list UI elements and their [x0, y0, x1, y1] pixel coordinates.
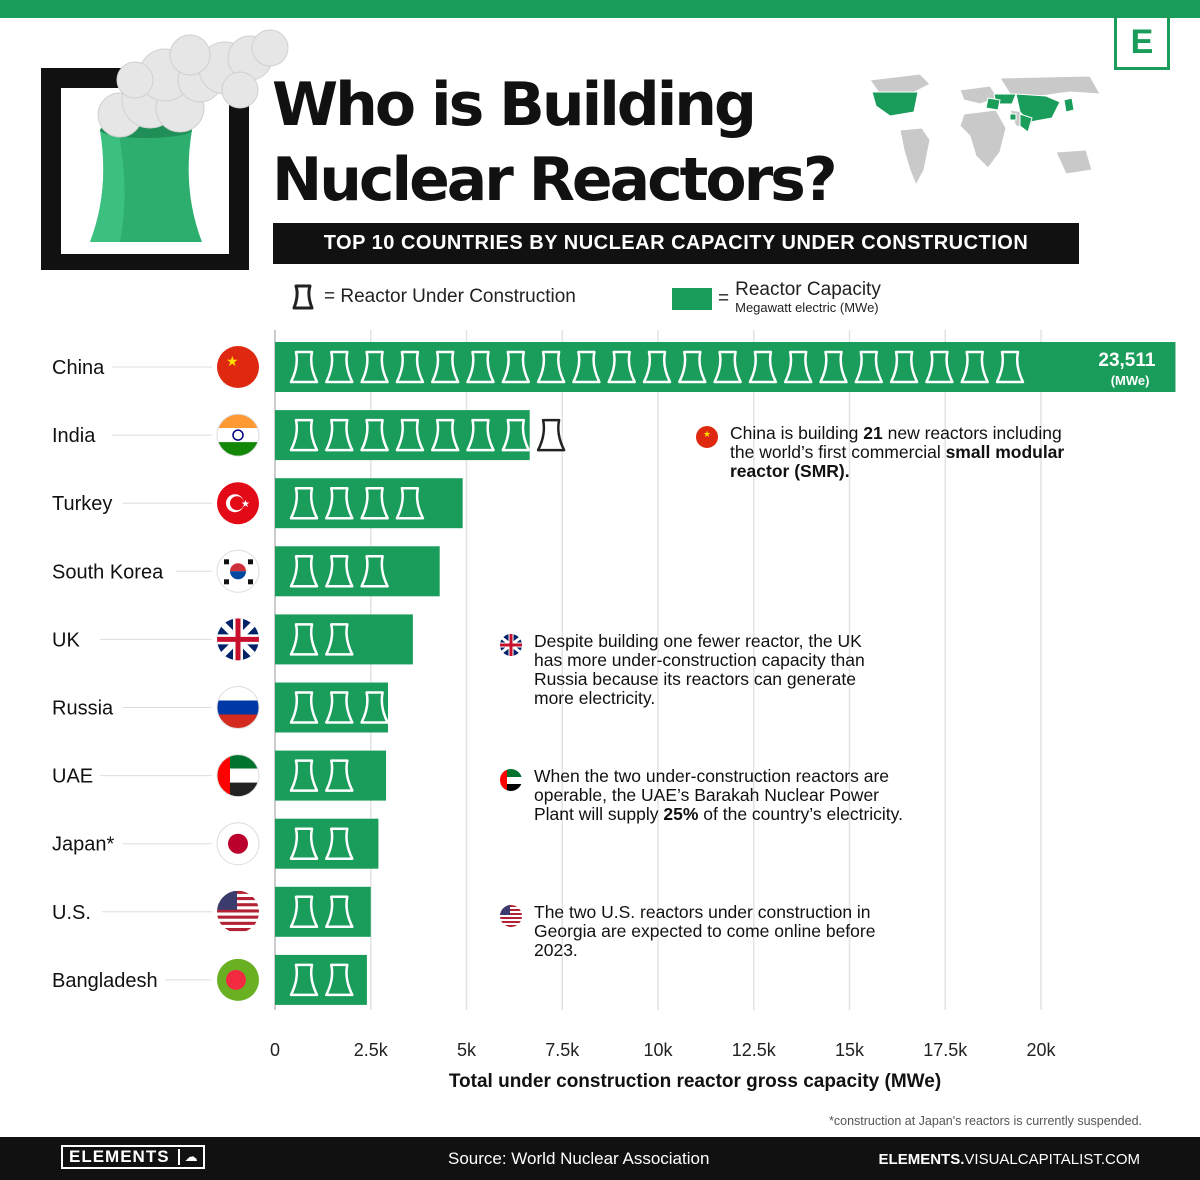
- chart-row: [52, 819, 378, 869]
- annotation-china: ★ China is building 21 new reactors including the world’s first commercial small modular reactor (SMR).: [696, 424, 1076, 481]
- legend-capacity-sublabel: Megawatt electric (MWe): [735, 300, 879, 315]
- footer-brand-label: ELEMENTS: [69, 1147, 170, 1166]
- x-tick-label: 12.5k: [731, 1040, 776, 1060]
- star-glyph: ★: [226, 353, 239, 369]
- elements-logo: E: [1114, 18, 1170, 70]
- chart-row: [52, 614, 413, 664]
- chart-row: [52, 478, 463, 528]
- capacity-swatch: [672, 288, 712, 310]
- chart-row: [52, 546, 440, 596]
- legend-capacity-label: Reactor Capacity: [735, 279, 881, 300]
- cooling-tower-illustration: [40, 20, 300, 270]
- x-tick-label: 17.5k: [923, 1040, 968, 1060]
- x-tick-label: 10k: [643, 1040, 673, 1060]
- chart-row: [52, 683, 388, 733]
- category-label: India: [52, 425, 96, 448]
- svg-text:★: ★: [241, 499, 250, 511]
- china-flag-icon: [696, 426, 718, 448]
- annotation-uae: When the two under-construction reactors are operable, the UAE’s Barakah Nuclear Power Plant will supply 25% of the country’s electricity.: [500, 767, 910, 824]
- world-map-illustration: [860, 70, 1110, 188]
- chart-row: [52, 410, 564, 460]
- category-label: U.S.: [52, 901, 91, 924]
- chart-row: [52, 955, 367, 1005]
- us-flag-icon: [500, 905, 522, 927]
- legend-reactor: [290, 283, 576, 311]
- x-tick-label: 5k: [456, 1040, 477, 1060]
- x-tick-label: 0: [269, 1040, 281, 1060]
- legend-capacity-eq: =: [718, 288, 730, 309]
- data-label: 23,511: [1098, 350, 1156, 371]
- x-tick-label: 2.5k: [353, 1040, 388, 1060]
- footer-site: ELEMENTS.VISUALCAPITALIST.COM: [878, 1151, 1140, 1168]
- category-label: South Korea: [52, 561, 164, 584]
- chart-row: [52, 342, 1175, 392]
- bar: [275, 887, 371, 937]
- footer: [0, 1137, 1200, 1180]
- reactor-icon: [290, 283, 316, 311]
- category-label: Japan*: [52, 833, 115, 856]
- title-line-1: Who is Building: [272, 70, 754, 140]
- reactor-icon: [538, 420, 564, 450]
- uk-flag-icon: [500, 634, 522, 656]
- uae-flag-icon: [500, 769, 522, 791]
- x-tick-label: 15k: [834, 1040, 865, 1060]
- x-tick-label: 7.5k: [545, 1040, 580, 1060]
- category-label: Turkey: [52, 493, 113, 516]
- category-label: China: [52, 357, 105, 379]
- title-line-2: Nuclear Reactors?: [272, 145, 835, 215]
- legend-capacity: [672, 281, 881, 317]
- subtitle-banner: TOP 10 COUNTRIES BY NUCLEAR CAPACITY UNDER CONSTRUCTION: [273, 223, 1079, 264]
- category-label: Bangladesh: [52, 969, 158, 992]
- category-label: UK: [52, 629, 80, 652]
- svg-text:★: ★: [703, 429, 712, 439]
- annotation-uk: Despite building one fewer reactor, the UK has more under-construction capacity than Russia because its reactors can generate more electricity.: [500, 632, 890, 708]
- chart-row: [52, 751, 386, 801]
- top-accent-bar: [0, 0, 1200, 18]
- chart-row: [52, 887, 371, 937]
- russia-flag-icon: [217, 687, 259, 701]
- category-label: UAE: [52, 765, 94, 788]
- page-title: [272, 68, 835, 218]
- bar: [275, 819, 378, 869]
- footnote: *construction at Japan's reactors is currently suspended.: [829, 1114, 1142, 1128]
- category-label: Russia: [52, 697, 114, 720]
- footer-source: Source: World Nuclear Association: [448, 1149, 710, 1168]
- india-flag-icon: [217, 414, 259, 428]
- data-label-unit: (MWe): [1110, 373, 1150, 388]
- x-tick-label: 20k: [1026, 1040, 1056, 1060]
- brand-mark-icon: ☁: [178, 1149, 199, 1165]
- annotation-us: The two U.S. reactors under construction in Georgia are expected to come online before 2023.: [500, 903, 900, 960]
- x-axis-title: Total under construction reactor gross capacity (MWe): [448, 1071, 942, 1092]
- footer-brand: [61, 1145, 205, 1169]
- legend-reactor-label: = Reactor Under Construction: [324, 286, 576, 307]
- bar: [275, 955, 367, 1005]
